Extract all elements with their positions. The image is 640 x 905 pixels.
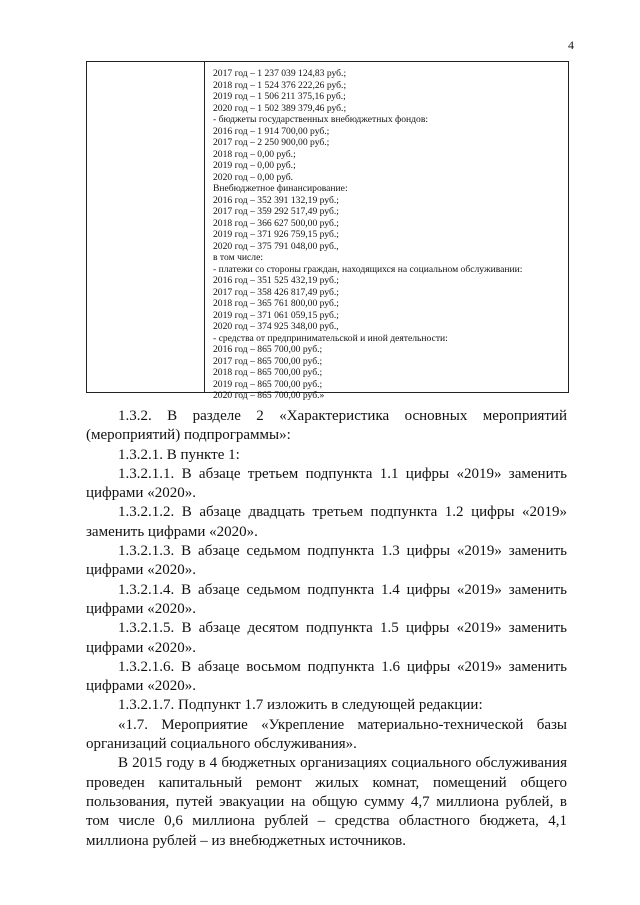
table-line: 2018 год – 865 700,00 руб.; bbox=[213, 367, 323, 379]
table-line: 2016 год – 865 700,00 руб.; bbox=[213, 344, 323, 356]
table-line: 2018 год – 366 627 500,00 руб.; bbox=[213, 217, 339, 229]
paragraph-2015-repairs: В 2015 году в 4 бюджетных организациях социального обслуживания проведен капитальный ремонт жилых комнат, помещений общего пользования, путей эвакуации на общую сумму 4,7 миллиона рублей, в том числе 0,6 миллиона рублей – средства областного бюджета, 4,1 миллиона рублей – из внебюджетных источников. bbox=[86, 755, 567, 849]
table-line: 2020 год – 0,00 руб. bbox=[213, 171, 294, 183]
table-line: 2017 год – 358 426 817,49 руб.; bbox=[213, 286, 339, 298]
table-line: - платежи со стороны граждан, находящихся на социальном обслуживании: bbox=[213, 263, 523, 275]
table-line: 2020 год – 1 502 389 379,46 руб.; bbox=[213, 102, 347, 114]
table-line: 2019 год – 371 926 759,15 руб.; bbox=[213, 229, 339, 241]
table-line: 2017 год – 1 237 039 124,83 руб.; bbox=[213, 68, 347, 79]
table-line: 2018 год – 0,00 руб.; bbox=[213, 148, 296, 160]
table-line: 2019 год – 0,00 руб.; bbox=[213, 160, 296, 172]
paragraph-1-3-2-1-2: 1.3.2.1.2. В абзаце двадцать третьем подпункта 1.2 цифры «2019» заменить цифрами «2020». bbox=[86, 504, 567, 540]
table-line: 2020 год – 375 791 048,00 руб., bbox=[213, 240, 339, 252]
page-number: 4 bbox=[568, 38, 574, 52]
table-line: 2017 год – 359 292 517,49 руб.; bbox=[213, 206, 339, 218]
table-line: 2020 год – 374 925 348,00 руб., bbox=[213, 321, 339, 333]
table-line: 2017 год – 2 250 900,00 руб.; bbox=[213, 137, 330, 149]
table-line: 2016 год – 352 391 132,19 руб.; bbox=[213, 194, 339, 206]
paragraph-1-3-2-1-6: 1.3.2.1.6. В абзаце восьмом подпункта 1.6 цифры «2019» заменить цифрами «2020». bbox=[86, 658, 567, 695]
paragraph-1-3-2-1-4: 1.3.2.1.4. В абзаце седьмом подпункта 1.4 цифры «2019» заменить цифрами «2020». bbox=[86, 581, 567, 617]
paragraph-measure-1-7-title: «1.7. Мероприятие «Укрепление материально-технической базы организаций социального обслуживания». bbox=[86, 716, 567, 753]
table-line: - средства от предпринимательской и иной деятельности: bbox=[213, 332, 448, 344]
table-line: 2018 год – 1 524 376 222,26 руб.; bbox=[213, 79, 347, 91]
table-line: 2019 год – 1 506 211 375,16 руб.; bbox=[213, 91, 346, 103]
table-line: 2018 год – 365 761 800,00 руб.; bbox=[213, 298, 339, 310]
paragraph-1-3-2-1-7: 1.3.2.1.7. Подпункт 1.7 изложить в следующей редакции: bbox=[118, 697, 483, 714]
table-line: - бюджеты государственных внебюджетных фондов: bbox=[213, 114, 429, 126]
table-line: 2016 год – 1 914 700,00 руб.; bbox=[213, 125, 330, 137]
paragraph-1-3-2-1-1: 1.3.2.1.1. В абзаце третьем подпункта 1.1 цифры «2019» заменить цифрами «2020». bbox=[86, 465, 567, 502]
financing-table bbox=[86, 61, 569, 402]
financing-cell bbox=[213, 68, 562, 402]
document-body bbox=[86, 407, 567, 851]
table-line: 2019 год – 865 700,00 руб.; bbox=[213, 378, 323, 390]
paragraph-1-3-2-1-5: 1.3.2.1.5. В абзаце десятом подпункта 1.5 цифры «2019» заменить цифрами «2020». bbox=[86, 620, 567, 656]
table-line: 2019 год – 371 061 059,15 руб.; bbox=[213, 309, 339, 321]
table-column-divider bbox=[204, 62, 205, 392]
table-line: 2017 год – 865 700,00 руб.; bbox=[213, 355, 323, 367]
paragraph-1-3-2: 1.3.2. В разделе 2 «Характеристика основных мероприятий (мероприятий) подпрограммы»: bbox=[86, 408, 567, 444]
table-line: 2020 год – 865 700,00 руб.» bbox=[213, 390, 325, 402]
paragraph-1-3-2-1-3: 1.3.2.1.3. В абзаце седьмом подпункта 1.3 цифры «2019» заменить цифрами «2020». bbox=[86, 543, 567, 579]
table-line: в том числе: bbox=[213, 252, 264, 264]
table-line: 2016 год – 351 525 432,19 руб.; bbox=[213, 275, 339, 287]
table-line: Внебюджетное финансирование: bbox=[213, 183, 348, 195]
paragraph-1-3-2-1: 1.3.2.1. В пункте 1: bbox=[118, 446, 240, 463]
